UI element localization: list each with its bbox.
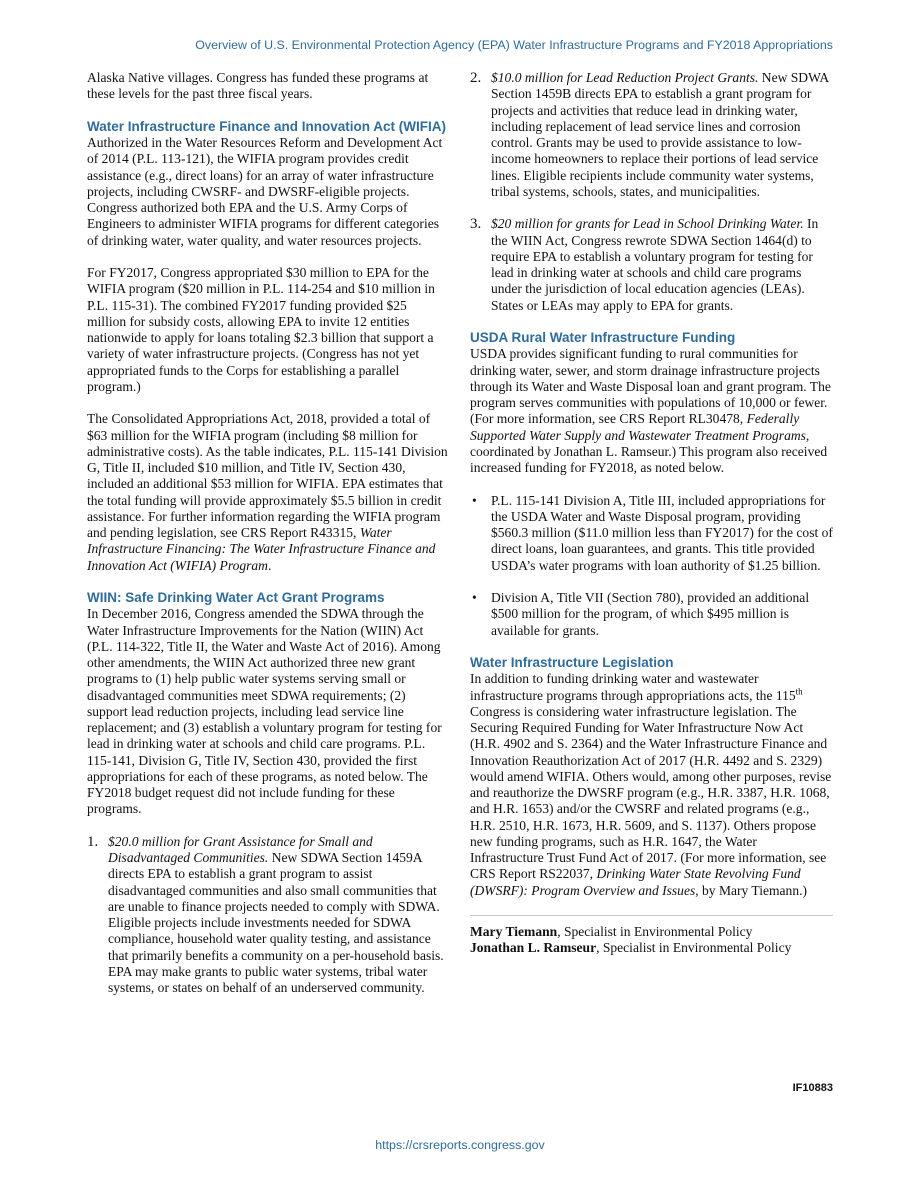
grant-text: In the WIIN Act, Congress rewrote SDWA Section 1464(d) to require EPA to establish a voluntary program for testing for lead in drinking water at schools and child care programs under the jurisdiction of local education agencies (LEAs). States or LEAs may apply to EPA for grants. [491, 216, 819, 313]
grant-title: $20.0 million for Grant Assistance for Small and Disadvantaged Communities. [108, 833, 373, 865]
wiin-heading: WIIN: Safe Drinking Water Act Grant Programs [87, 590, 385, 605]
wifia-paragraph-1: Authorized in the Water Resources Reform and Development Act of 2014 (P.L. 113-121), the WIFIA program provides credit assistance (e.g., direct loans) for an array of water infrastructure projects, including CWSRF- and DWSRF-eligible projects. Congress authorized both EPA and the U.S. Army Corps of Engineers to administer WIFIA programs for different categories of drinking water, water quality, and water resources projects. [87, 135, 443, 248]
report-title: Water Infrastructure Financing: The Water Infrastructure Finance and Innovation Act (WIFIA) Program [87, 525, 436, 573]
report-title: Federally Supported Water Supply and Wastewater Treatment Programs [470, 411, 806, 443]
product-id-code: IF10883 [792, 1082, 833, 1094]
author-name: Mary Tiemann [470, 924, 558, 939]
legislation-heading: Water Infrastructure Legislation [470, 655, 674, 670]
wifia-paragraph-3: The Consolidated Appropriations Act, 2018, provided a total of $63 million for the WIFIA program (including $8 million for administrative costs). As the table indicates, P.L. 115-141 Division G, Title II, included $10 million, and Title IV, Section 430, included an additional $53 million for WIFIA. EPA estimates that the total funding will provide approximately $5.5 billion in credit assistance. For further information regarding the WIFIA program and pending legislation, see CRS Report R43315, Water Infrastructure Financing: The Water Infrastructure Finance and Innovation Act (WIFIA) Program. [87, 411, 448, 573]
bullet-icon: • [472, 492, 477, 508]
grant-text: New SDWA Section 1459A directs EPA to establish a grant program to assist disadvantaged communities and also small communities that are unable to finance projects needed to comply with SDWA. Eligible projects include investments needed for SDWA compliance, household water quality testing, and assistance that primarily benefits a community on a per-household basis. EPA may make grants to public water systems, tribal water systems, or states on behalf of an underserved community. [108, 850, 444, 995]
left-column [87, 70, 448, 1013]
grant-title: $20 million for grants for Lead in School Drinking Water. [491, 216, 804, 232]
list-number: 1. [87, 833, 99, 850]
author-line-2: Jonathan L. Ramseur, Specialist in Environmental Policy [470, 940, 792, 956]
report-title: Drinking Water State Revolving Fund (DWSRF): Program Overview and Issues [470, 866, 801, 898]
grant-item-1 [87, 834, 448, 997]
grant-list-right [470, 70, 833, 314]
grant-item-2 [470, 70, 833, 200]
right-column [470, 70, 833, 957]
intro-paragraph: Alaska Native villages. Congress has funded these programs at these levels for the past three fiscal years. [87, 70, 429, 102]
usda-bullet-2: • Division A, Title VII (Section 780), provided an additional $500 million for the program, of which $495 million is available for grants. [472, 590, 810, 638]
usda-bullet-1: • P.L. 115-141 Division A, Title III, included appropriations for the USDA Water and Waste Disposal program, providing $560.3 million ($11.0 million less than FY2017) for the cost of direct loans, loan guarantees, and grants. This title provided USDA’s water programs with loan authority of $1.25 billion. [472, 492, 833, 573]
list-number: 2. [470, 70, 482, 86]
grant-title: $10.0 million for Lead Reduction Project Grants. [491, 70, 759, 85]
usda-bullet-list [470, 493, 833, 639]
wifia-paragraph-2: For FY2017, Congress appropriated $30 million to EPA for the WIFIA program ($20 million in P.L. 114-254 and $10 million in P.L. 115-31). The combined FY2017 funding provided $25 million for subsidy costs, allowing EPA to invite 12 entities nationwide to apply for loans totaling $2.3 billion that support a variety of water infrastructure projects. (Congress has not yet appropriated funds to the Corps for establishing a parallel program.) [87, 265, 435, 394]
grant-item-3 [470, 216, 833, 314]
footer-url[interactable]: https://crsreports.congress.gov [375, 1138, 545, 1152]
list-number: 3. [470, 216, 482, 233]
author-divider [470, 915, 833, 916]
usda-heading: USDA Rural Water Infrastructure Funding [470, 330, 736, 345]
grant-list-left [87, 834, 448, 997]
author-name: Jonathan L. Ramseur [470, 940, 597, 956]
wiin-paragraph: In December 2016, Congress amended the SDWA through the Water Infrastructure Improvements for the Nation (WIIN) Act (P.L. 114-322, Title II, the Water and Waste Act of 2016). Among other amendments, the WIIN Act authorized three new grant programs to (1) help public water systems serving small or disadvantaged communities meet SDWA requirements; (2) support lead reduction projects, including lead service line replacement; and (3) establish a voluntary program for testing for lead in drinking water at schools and child care programs. P.L. 115-141, Division G, Title IV, Section 430, provided the first appropriations for each of these programs, as noted below. The FY2018 budget request did not include funding for these programs. [87, 606, 442, 817]
author-line-1: Mary Tiemann, Specialist in Environmental Policy [470, 924, 753, 939]
legislation-paragraph: In addition to funding drinking water and wastewater infrastructure programs through appropriations acts, the 115th Congress is considering water infrastructure legislation. The Securing Required Funding for Water Infrastructure Now Act (H.R. 4902 and S. 2364) and the Water Infrastructure Finance and Innovation Reauthorization Act of 2017 (H.R. 4492 and S. 2329) would amend WIFIA. Others would, among other purposes, revise and reauthorize the DWSRF program (e.g., H.R. 3387, H.R. 1068, and H.R. 1653) and/or the CWSRF and related programs (e.g., H.R. 2510, H.R. 1673, H.R. 5609, and S. 1137). Others propose new funding programs, such as H.R. 1647, the Water Infrastructure Trust Fund Act of 2017. (For more information, see CRS Report RS22037, Drinking Water State Revolving Fund (DWSRF): Program Overview and Issues, by Mary Tiemann.) [470, 671, 832, 898]
grant-text: New SDWA Section 1459B directs EPA to establish a grant program for projects and activities that reduce lead in drinking water, including replacement of lead service lines and corrosion control. Grants may be used to provide assistance to low-income homeowners to replace their portions of lead service lines. Eligible recipients include community water systems, tribal systems, schools, states, and municipalities. [491, 70, 829, 199]
page-header-title: Overview of U.S. Environmental Protection Agency (EPA) Water Infrastructure Programs and FY2018 Appropriations [195, 38, 833, 52]
usda-paragraph: USDA provides significant funding to rural communities for drinking water, sewer, and storm drainage infrastructure projects through its Water and Waste Disposal loan and grant program. The program serves communities with populations of 10,000 or fewer. (For more information, see CRS Report RL30478, Federally Supported Water Supply and Wastewater Treatment Programs, coordinated by Jonathan L. Ramseur.) This program also received increased funding for FY2018, as noted below. [470, 346, 831, 475]
bullet-icon: • [472, 590, 477, 605]
wifia-heading: Water Infrastructure Finance and Innovation Act (WIFIA) [87, 118, 447, 134]
